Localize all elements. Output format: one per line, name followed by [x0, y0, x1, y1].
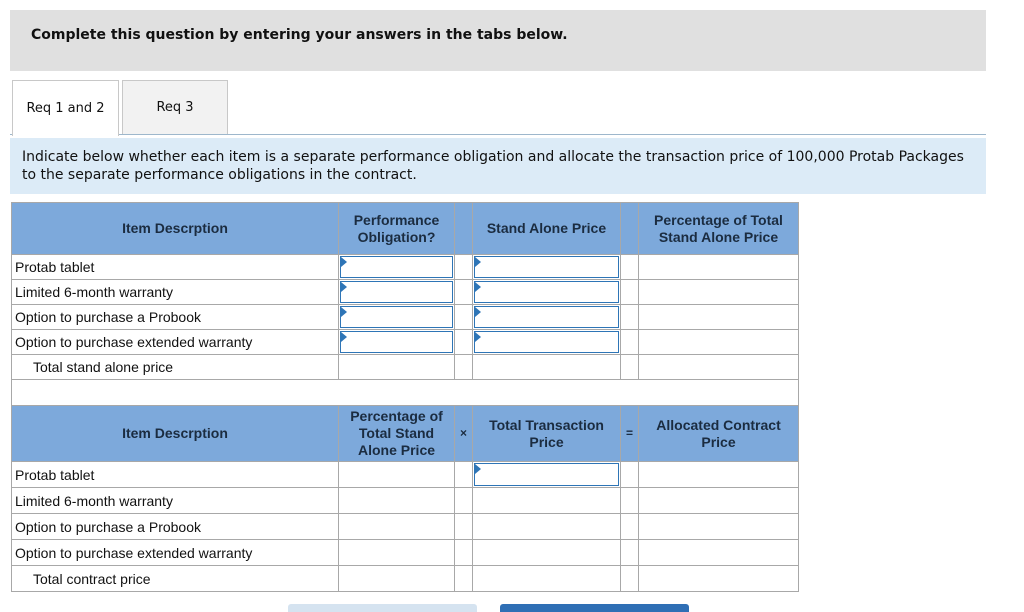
col-header-obligation: Performance Obligation? — [339, 203, 455, 255]
col-header-percentage: Percentage of Total Stand Alone Price — [339, 406, 455, 462]
spacer-cell — [621, 540, 639, 566]
spacer-cell — [455, 462, 473, 488]
spacer-cell — [455, 514, 473, 540]
table-row — [12, 305, 799, 330]
allocated-price-cell — [639, 462, 799, 488]
table-row — [12, 514, 799, 540]
spacer-cell — [621, 330, 639, 355]
spacer-cell — [455, 330, 473, 355]
col-header-item: Item Descrption — [12, 406, 339, 462]
spacer-cell — [621, 462, 639, 488]
stand-alone-price-input[interactable] — [473, 305, 621, 330]
spacer-cell — [455, 255, 473, 280]
col-header-item: Item Descrption — [12, 203, 339, 255]
row-label: Option to purchase a Probook — [12, 305, 339, 330]
transaction-price-cell — [473, 488, 621, 514]
question-title: Complete this question by entering your answers in the tabs below. — [31, 27, 568, 43]
spacer-cell — [455, 305, 473, 330]
spacer-cell — [621, 305, 639, 330]
question-header — [10, 10, 986, 71]
table-row — [12, 255, 799, 280]
instruction-text: Indicate below whether each item is a separate performance obligation and allocate the transaction price of 100,000 Protab Packages to the separate performance obligations in the contract. — [10, 138, 986, 194]
percentage-cell — [339, 462, 455, 488]
col-header-percentage: Percentage of Total Stand Alone Price — [639, 203, 799, 255]
total-label: Total contract price — [12, 566, 339, 592]
next-tab-button[interactable] — [500, 604, 689, 612]
spacer-cell — [455, 355, 473, 380]
spacer-cell — [621, 566, 639, 592]
obligation-dropdown[interactable] — [339, 330, 455, 355]
obligation-dropdown[interactable] — [339, 255, 455, 280]
allocated-price-cell — [639, 488, 799, 514]
empty-cell — [339, 355, 455, 380]
table-row — [12, 462, 799, 488]
row-label: Limited 6-month warranty — [12, 488, 339, 514]
equals-operator: = — [621, 406, 639, 462]
stand-alone-price-input[interactable] — [473, 280, 621, 305]
total-stand-alone-cell — [473, 355, 621, 380]
empty-cell — [339, 566, 455, 592]
table-row — [12, 488, 799, 514]
spacer-cell — [455, 540, 473, 566]
stand-alone-price-table — [11, 202, 799, 406]
row-label: Protab tablet — [12, 255, 339, 280]
spacer-cell — [621, 514, 639, 540]
blank-row — [12, 380, 799, 406]
transaction-price-input[interactable] — [473, 462, 621, 488]
allocated-price-cell — [639, 540, 799, 566]
col-header-transaction-price: Total Transaction Price — [473, 406, 621, 462]
row-label: Option to purchase extended warranty — [12, 540, 339, 566]
transaction-price-cell — [473, 540, 621, 566]
row-label: Option to purchase extended warranty — [12, 330, 339, 355]
col-header-stand-alone-price: Stand Alone Price — [473, 203, 621, 255]
spacer-cell — [621, 255, 639, 280]
obligation-dropdown[interactable] — [339, 280, 455, 305]
spacer-cell — [621, 280, 639, 305]
previous-tab-button[interactable] — [288, 604, 477, 612]
col-header-spacer — [621, 203, 639, 255]
stand-alone-price-input[interactable] — [473, 330, 621, 355]
blank-cell — [12, 380, 799, 406]
spacer-cell — [455, 488, 473, 514]
stand-alone-price-input[interactable] — [473, 255, 621, 280]
obligation-dropdown[interactable] — [339, 305, 455, 330]
times-operator: × — [455, 406, 473, 462]
col-header-spacer — [455, 203, 473, 255]
percentage-cell — [639, 305, 799, 330]
percentage-cell — [639, 255, 799, 280]
total-allocated-cell — [639, 566, 799, 592]
allocation-table — [11, 405, 799, 592]
spacer-cell — [621, 355, 639, 380]
col-header-allocated-price: Allocated Contract Price — [639, 406, 799, 462]
tab-req-3[interactable]: Req 3 — [122, 80, 228, 134]
total-row — [12, 355, 799, 380]
table-row — [12, 540, 799, 566]
percentage-cell — [339, 514, 455, 540]
spacer-cell — [455, 280, 473, 305]
tab-req-1-and-2[interactable]: Req 1 and 2 — [12, 80, 119, 136]
row-label: Limited 6-month warranty — [12, 280, 339, 305]
percentage-cell — [639, 280, 799, 305]
empty-cell — [473, 566, 621, 592]
total-label: Total stand alone price — [12, 355, 339, 380]
spacer-cell — [621, 488, 639, 514]
total-percentage-cell — [639, 355, 799, 380]
transaction-price-cell — [473, 514, 621, 540]
tab-divider — [10, 134, 12, 135]
row-label: Option to purchase a Probook — [12, 514, 339, 540]
spacer-cell — [455, 566, 473, 592]
allocated-price-cell — [639, 514, 799, 540]
table-row — [12, 330, 799, 355]
table-row — [12, 280, 799, 305]
tab-divider — [119, 134, 986, 135]
percentage-cell — [339, 488, 455, 514]
row-label: Protab tablet — [12, 462, 339, 488]
percentage-cell — [639, 330, 799, 355]
percentage-cell — [339, 540, 455, 566]
total-row — [12, 566, 799, 592]
